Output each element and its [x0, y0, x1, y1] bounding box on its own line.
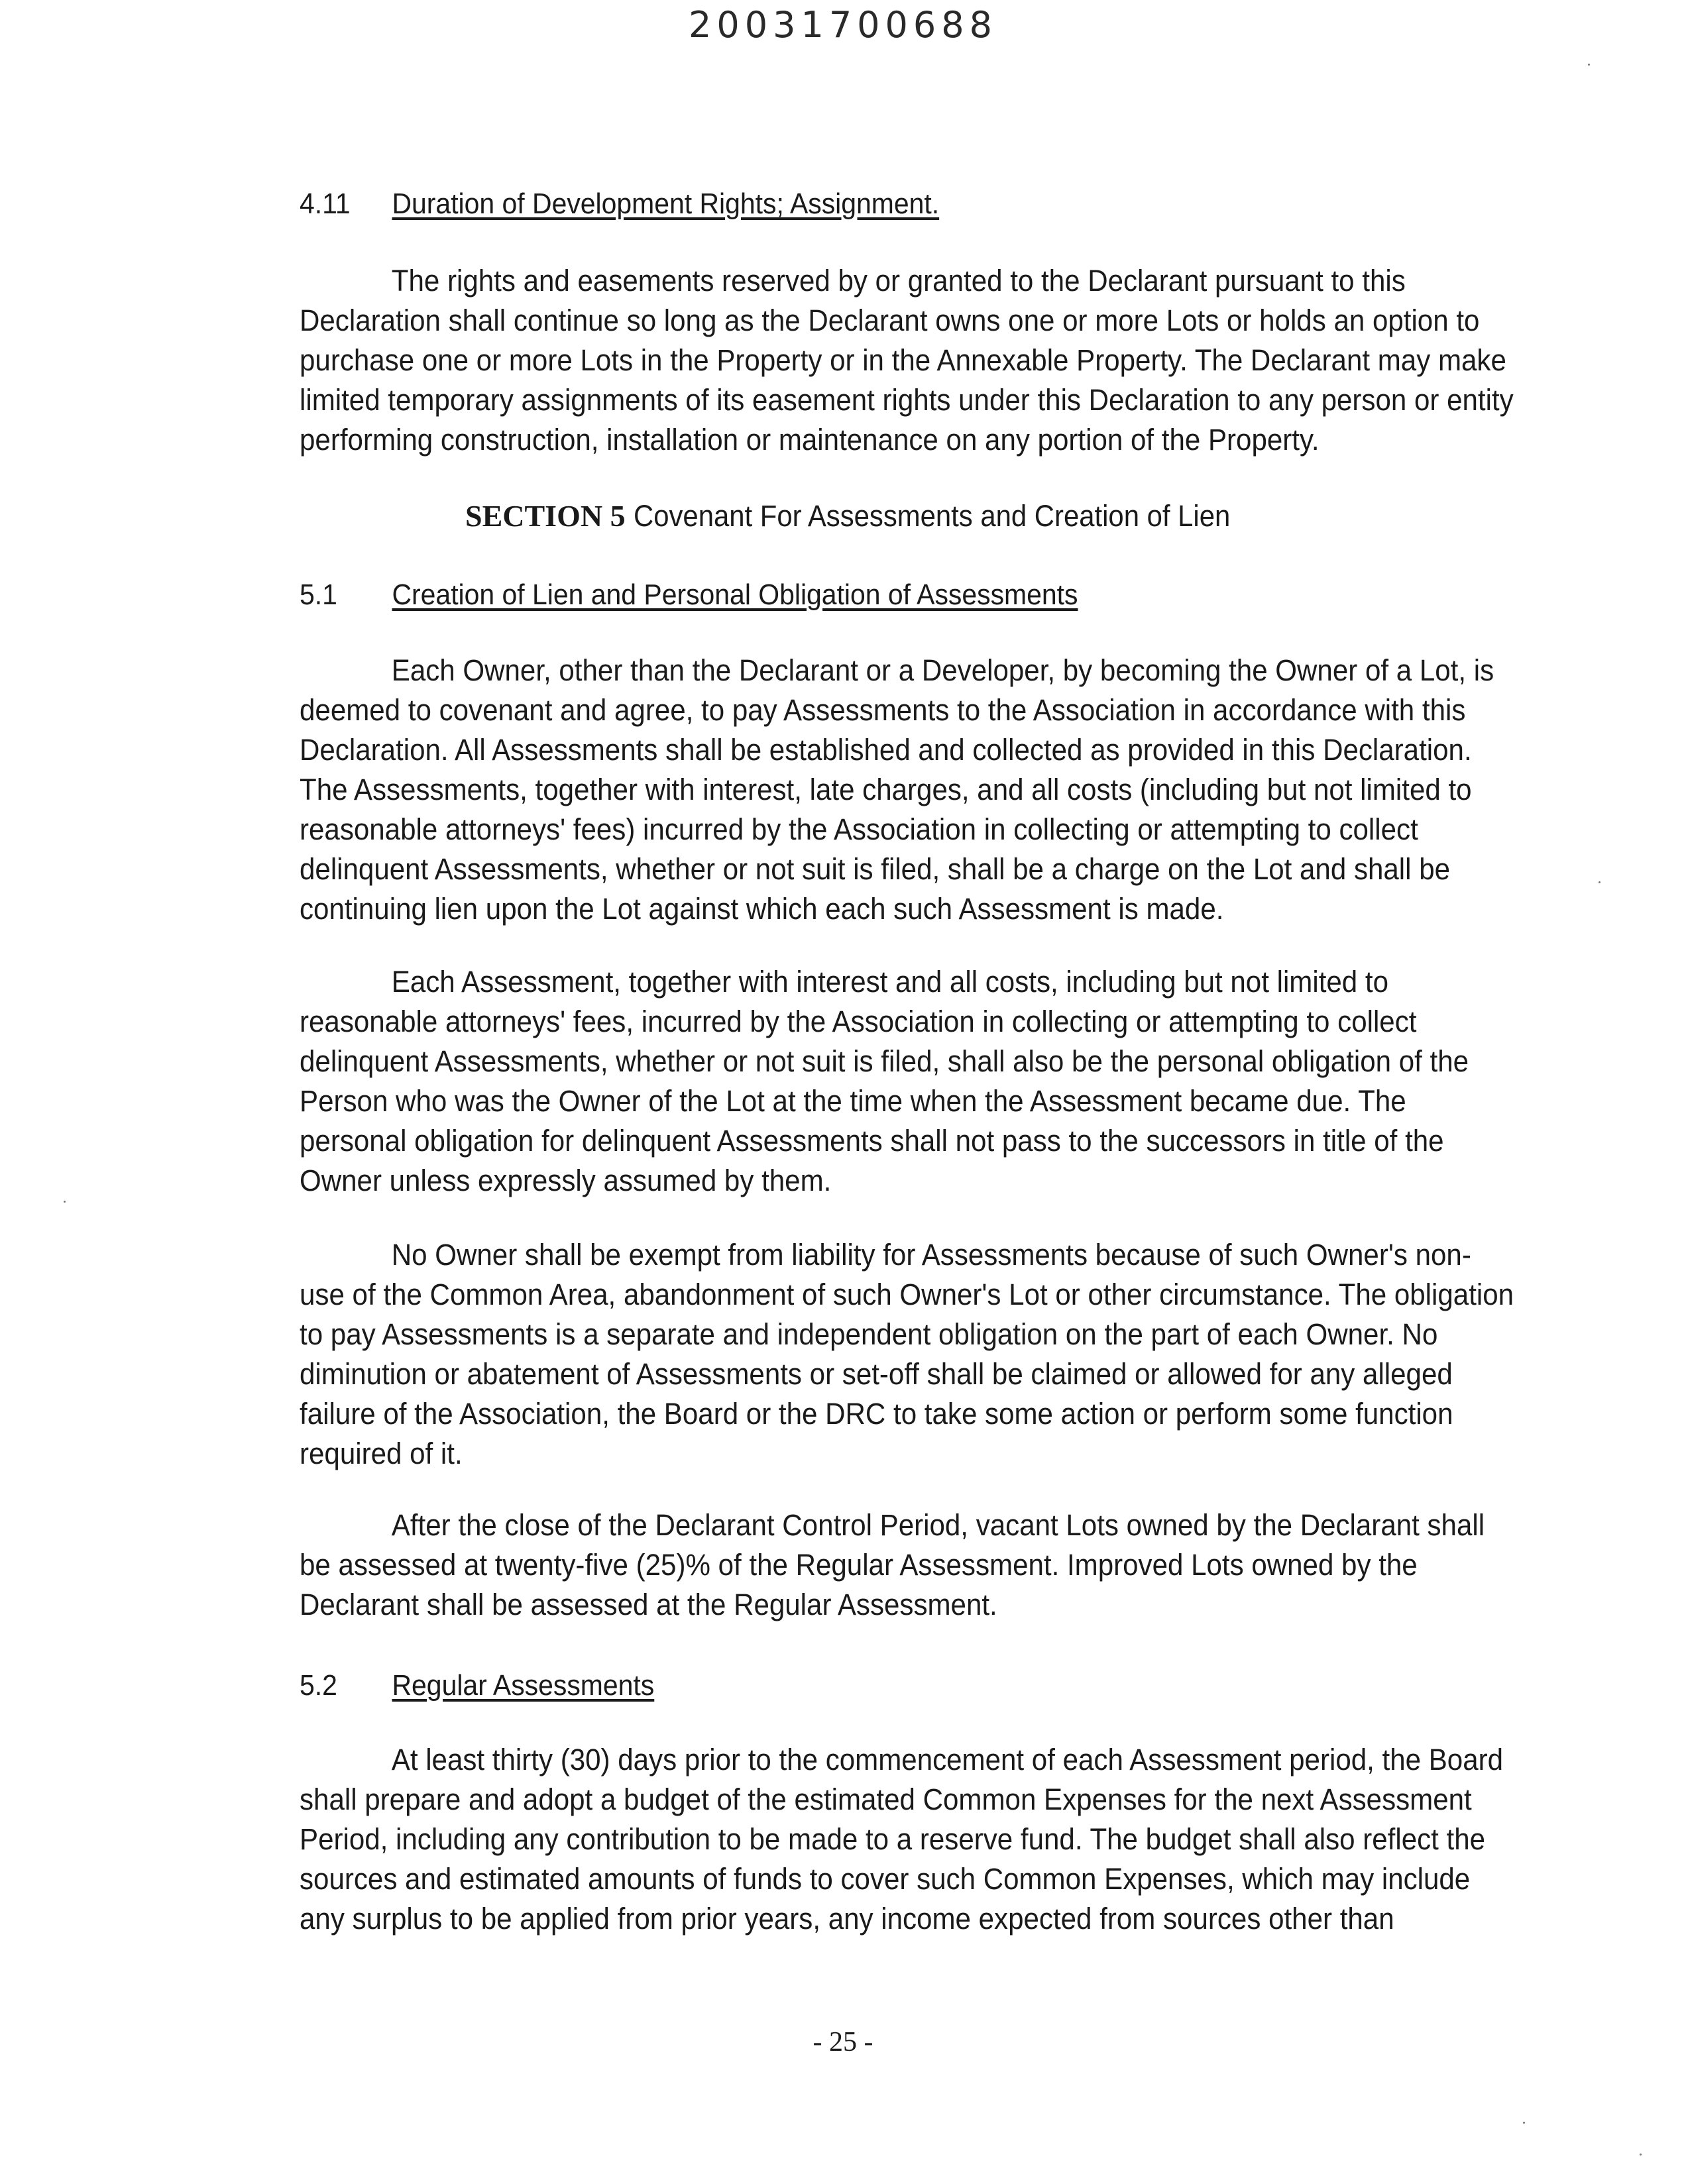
text-line: be assessed at twenty-five (25)% of the Regular Assessment. Improved Lots owned by the — [300, 1548, 1418, 1582]
section-number: 4.11 — [300, 188, 351, 220]
text-line: personal obligation for delinquent Assessments shall not pass to the successors in title of the — [300, 1124, 1444, 1158]
text-line: continuing lien upon the Lot against which each such Assessment is made. — [300, 892, 1224, 926]
section-title: Covenant For Assessments and Creation of Lien — [634, 499, 1231, 533]
text-line: delinquent Assessments, whether or not suit is filed, shall be a charge on the Lot and shall be — [300, 852, 1451, 886]
scan-speck — [1588, 64, 1590, 66]
text-line: After the close of the Declarant Control Period, vacant Lots owned by the Declarant shall — [391, 1508, 1485, 1542]
text-line: The Assessments, together with interest, late charges, and all costs (including but not limited to — [300, 773, 1472, 806]
section-label: SECTION 5 — [465, 499, 626, 533]
text-line: No Owner shall be exempt from liability for Assessments because of such Owner's non- — [391, 1238, 1471, 1272]
text-line: to pay Assessments is a separate and independent obligation on the part of each Owner. No — [300, 1317, 1438, 1351]
section-5-1-paragraph-3 — [300, 1235, 1514, 1474]
section-title: Duration of Development Rights; Assignment. — [392, 188, 940, 220]
scan-speck — [1599, 881, 1601, 883]
text-line: Declaration. All Assessments shall be established and collected as provided in this Declaration. — [300, 733, 1472, 767]
text-line: Declarant shall be assessed at the Regular Assessment. — [300, 1588, 997, 1621]
text-line: shall prepare and adopt a budget of the estimated Common Expenses for the next Assessment — [300, 1782, 1472, 1816]
text-line: Period, including any contribution to be made to a reserve fund. The budget shall also reflect the — [300, 1822, 1486, 1856]
text-line: purchase one or more Lots in the Property or in the Annexable Property. The Declarant may make — [300, 343, 1506, 377]
text-line: limited temporary assignments of its easement rights under this Declaration to any person or entity — [300, 383, 1514, 417]
section-number: 5.2 — [300, 1669, 337, 1702]
text-line: Each Assessment, together with interest and all costs, including but not limited to — [391, 965, 1389, 999]
section-5-2-heading — [300, 1668, 655, 1703]
text-line: performing construction, installation or maintenance on any portion of the Property. — [300, 423, 1320, 457]
section-5-heading — [465, 498, 1275, 534]
text-line: Each Owner, other than the Declarant or a Developer, by becoming the Owner of a Lot, is — [391, 653, 1494, 687]
text-line: Owner unless expressly assumed by them. — [300, 1164, 832, 1197]
section-5-1-paragraph-2 — [300, 962, 1469, 1201]
text-line: delinquent Assessments, whether or not suit is filed, shall also be the personal obligation of the — [300, 1044, 1469, 1078]
section-4-11-heading — [300, 187, 940, 221]
text-line: diminution or abatement of Assessments or set-off shall be claimed or allowed for any alleged — [300, 1357, 1453, 1391]
section-4-11-paragraph — [300, 261, 1514, 460]
text-line: At least thirty (30) days prior to the commencement of each Assessment period, the Board — [391, 1743, 1504, 1776]
scan-speck — [64, 1201, 66, 1203]
text-line: sources and estimated amounts of funds to cover such Common Expenses, which may include — [300, 1862, 1471, 1896]
text-line: reasonable attorneys' fees, incurred by the Association in collecting or attempting to collect — [300, 1005, 1417, 1038]
text-line: reasonable attorneys' fees) incurred by the Association in collecting or attempting to collect — [300, 812, 1418, 846]
scan-speck — [1523, 2122, 1525, 2124]
section-5-1-paragraph-4 — [300, 1505, 1485, 1625]
text-line: required of it. — [300, 1437, 463, 1470]
text-line: use of the Common Area, abandonment of such Owner's Lot or other circumstance. The obligation — [300, 1278, 1514, 1311]
text-line: Declaration shall continue so long as the Declarant owns one or more Lots or holds an option to — [300, 303, 1480, 337]
page-number: - 25 - — [813, 2027, 873, 2057]
text-line: any surplus to be applied from prior years, any income expected from sources other than — [300, 1902, 1394, 1936]
section-5-2-paragraph — [300, 1740, 1503, 1939]
document-number: 20031700688 — [689, 4, 997, 46]
section-title: Regular Assessments — [392, 1669, 655, 1702]
text-line: Person who was the Owner of the Lot at the time when the Assessment became due. The — [300, 1084, 1406, 1118]
text-line: deemed to covenant and agree, to pay Assessments to the Association in accordance with this — [300, 693, 1466, 727]
text-line: The rights and easements reserved by or granted to the Declarant pursuant to this — [391, 264, 1406, 298]
section-5-1-heading — [300, 578, 1078, 612]
section-title: Creation of Lien and Personal Obligation of Assessments — [392, 578, 1078, 611]
text-line: failure of the Association, the Board or the DRC to take some action or perform some function — [300, 1397, 1453, 1431]
scan-speck — [1640, 2154, 1642, 2156]
section-5-1-paragraph-1 — [300, 651, 1494, 929]
section-number: 5.1 — [300, 578, 337, 611]
